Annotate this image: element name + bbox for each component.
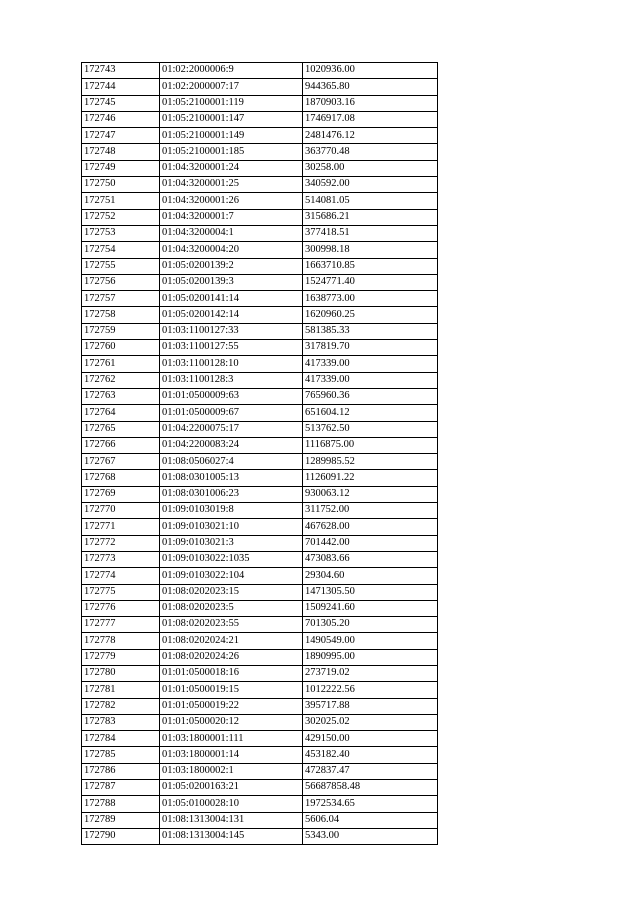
- row-id-cell: 172775: [82, 584, 160, 600]
- cadastral-number-cell: 01:03:1100128:3: [160, 372, 303, 388]
- cadastral-number-cell: 01:08:0301006:23: [160, 486, 303, 502]
- amount-cell: 1870903.16: [303, 95, 438, 111]
- amount-cell: 417339.00: [303, 372, 438, 388]
- cadastral-number-cell: 01:05:0200142:14: [160, 307, 303, 323]
- table-row: [82, 747, 438, 763]
- table-row: [82, 763, 438, 779]
- cadastral-number-cell: 01:01:0500020:12: [160, 714, 303, 730]
- amount-cell: 5343.00: [303, 828, 438, 844]
- table-body: [82, 63, 438, 845]
- row-id-cell: 172769: [82, 486, 160, 502]
- cadastral-number-cell: 01:01:0500019:15: [160, 682, 303, 698]
- amount-cell: 1509241.60: [303, 600, 438, 616]
- row-id-cell: 172782: [82, 698, 160, 714]
- amount-cell: 317819.70: [303, 340, 438, 356]
- row-id-cell: 172788: [82, 796, 160, 812]
- row-id-cell: 172767: [82, 454, 160, 470]
- table-row: [82, 307, 438, 323]
- table-row: [82, 79, 438, 95]
- amount-cell: 273719.02: [303, 665, 438, 681]
- table-row: [82, 225, 438, 241]
- amount-cell: 1490549.00: [303, 633, 438, 649]
- row-id-cell: 172768: [82, 470, 160, 486]
- table-row: [82, 665, 438, 681]
- row-id-cell: 172770: [82, 503, 160, 519]
- table-row: [82, 796, 438, 812]
- amount-cell: 29304.60: [303, 568, 438, 584]
- amount-cell: 701305.20: [303, 617, 438, 633]
- cadastral-number-cell: 01:09:0103022:104: [160, 568, 303, 584]
- table-row: [82, 421, 438, 437]
- table-row: [82, 323, 438, 339]
- cadastral-number-cell: 01:05:2100001:147: [160, 111, 303, 127]
- cadastral-number-cell: 01:01:0500018:16: [160, 665, 303, 681]
- amount-cell: 1620960.25: [303, 307, 438, 323]
- row-id-cell: 172756: [82, 274, 160, 290]
- row-id-cell: 172745: [82, 95, 160, 111]
- table-row: [82, 486, 438, 502]
- row-id-cell: 172764: [82, 405, 160, 421]
- table-row: [82, 584, 438, 600]
- row-id-cell: 172749: [82, 160, 160, 176]
- amount-cell: 1972534.65: [303, 796, 438, 812]
- table-row: [82, 291, 438, 307]
- cadastral-number-cell: 01:08:0202023:55: [160, 617, 303, 633]
- cadastral-number-cell: 01:05:0100028:10: [160, 796, 303, 812]
- row-id-cell: 172744: [82, 79, 160, 95]
- table-row: [82, 698, 438, 714]
- table-row: [82, 177, 438, 193]
- amount-cell: 363770.48: [303, 144, 438, 160]
- cadastral-number-cell: 01:04:2200083:24: [160, 437, 303, 453]
- cadastral-number-cell: 01:08:1313004:131: [160, 812, 303, 828]
- cadastral-number-cell: 01:01:0500019:22: [160, 698, 303, 714]
- amount-cell: 30258.00: [303, 160, 438, 176]
- cadastral-number-cell: 01:05:2100001:149: [160, 128, 303, 144]
- amount-cell: 944365.80: [303, 79, 438, 95]
- amount-cell: 1116875.00: [303, 437, 438, 453]
- table-row: [82, 405, 438, 421]
- row-id-cell: 172765: [82, 421, 160, 437]
- row-id-cell: 172757: [82, 291, 160, 307]
- row-id-cell: 172780: [82, 665, 160, 681]
- table-row: [82, 568, 438, 584]
- table-row: [82, 242, 438, 258]
- row-id-cell: 172747: [82, 128, 160, 144]
- table-row: [82, 356, 438, 372]
- amount-cell: 56687858.48: [303, 780, 438, 796]
- row-id-cell: 172758: [82, 307, 160, 323]
- amount-cell: 1524771.40: [303, 274, 438, 290]
- row-id-cell: 172763: [82, 388, 160, 404]
- table-row: [82, 682, 438, 698]
- row-id-cell: 172773: [82, 551, 160, 567]
- table-row: [82, 780, 438, 796]
- row-id-cell: 172754: [82, 242, 160, 258]
- table-row: [82, 340, 438, 356]
- data-table: [81, 62, 438, 845]
- cadastral-number-cell: 01:02:2000006:9: [160, 63, 303, 79]
- cadastral-number-cell: 01:08:0202023:5: [160, 600, 303, 616]
- table-row: [82, 209, 438, 225]
- amount-cell: 1890995.00: [303, 649, 438, 665]
- amount-cell: 453182.40: [303, 747, 438, 763]
- cadastral-number-cell: 01:03:1100127:33: [160, 323, 303, 339]
- table-row: [82, 128, 438, 144]
- amount-cell: 429150.00: [303, 731, 438, 747]
- row-id-cell: 172755: [82, 258, 160, 274]
- cadastral-number-cell: 01:08:0202023:15: [160, 584, 303, 600]
- table-row: [82, 828, 438, 844]
- table-row: [82, 63, 438, 79]
- table-row: [82, 111, 438, 127]
- row-id-cell: 172774: [82, 568, 160, 584]
- amount-cell: 765960.36: [303, 388, 438, 404]
- table-row: [82, 470, 438, 486]
- row-id-cell: 172771: [82, 519, 160, 535]
- row-id-cell: 172746: [82, 111, 160, 127]
- table-row: [82, 600, 438, 616]
- amount-cell: 340592.00: [303, 177, 438, 193]
- cadastral-number-cell: 01:05:0200163:21: [160, 780, 303, 796]
- amount-cell: 472837.47: [303, 763, 438, 779]
- row-id-cell: 172772: [82, 535, 160, 551]
- table-row: [82, 649, 438, 665]
- row-id-cell: 172787: [82, 780, 160, 796]
- cadastral-number-cell: 01:08:0506027:4: [160, 454, 303, 470]
- cadastral-number-cell: 01:03:1800001:111: [160, 731, 303, 747]
- row-id-cell: 172766: [82, 437, 160, 453]
- amount-cell: 1012222.56: [303, 682, 438, 698]
- cadastral-number-cell: 01:04:3200001:7: [160, 209, 303, 225]
- cadastral-number-cell: 01:03:1100128:10: [160, 356, 303, 372]
- table-row: [82, 437, 438, 453]
- cadastral-number-cell: 01:05:0200139:2: [160, 258, 303, 274]
- row-id-cell: 172789: [82, 812, 160, 828]
- cadastral-number-cell: 01:04:3200001:24: [160, 160, 303, 176]
- table-row: [82, 617, 438, 633]
- amount-cell: 1289985.52: [303, 454, 438, 470]
- cadastral-number-cell: 01:01:0500009:63: [160, 388, 303, 404]
- cadastral-number-cell: 01:08:1313004:145: [160, 828, 303, 844]
- cadastral-number-cell: 01:09:0103021:10: [160, 519, 303, 535]
- amount-cell: 701442.00: [303, 535, 438, 551]
- table-row: [82, 714, 438, 730]
- row-id-cell: 172790: [82, 828, 160, 844]
- amount-cell: 300998.18: [303, 242, 438, 258]
- cadastral-number-cell: 01:05:2100001:185: [160, 144, 303, 160]
- cadastral-number-cell: 01:04:3200004:1: [160, 225, 303, 241]
- cadastral-number-cell: 01:03:1100127:55: [160, 340, 303, 356]
- row-id-cell: 172785: [82, 747, 160, 763]
- cadastral-number-cell: 01:02:2000007:17: [160, 79, 303, 95]
- amount-cell: 5606.04: [303, 812, 438, 828]
- table-row: [82, 193, 438, 209]
- table-row: [82, 535, 438, 551]
- amount-cell: 581385.33: [303, 323, 438, 339]
- cadastral-number-cell: 01:05:0200141:14: [160, 291, 303, 307]
- row-id-cell: 172777: [82, 617, 160, 633]
- cadastral-number-cell: 01:04:3200001:25: [160, 177, 303, 193]
- row-id-cell: 172752: [82, 209, 160, 225]
- table-row: [82, 274, 438, 290]
- cadastral-number-cell: 01:03:1800001:14: [160, 747, 303, 763]
- row-id-cell: 172750: [82, 177, 160, 193]
- row-id-cell: 172779: [82, 649, 160, 665]
- cadastral-number-cell: 01:08:0202024:21: [160, 633, 303, 649]
- cadastral-number-cell: 01:09:0103021:3: [160, 535, 303, 551]
- amount-cell: 302025.02: [303, 714, 438, 730]
- amount-cell: 2481476.12: [303, 128, 438, 144]
- amount-cell: 1663710.85: [303, 258, 438, 274]
- table-row: [82, 388, 438, 404]
- amount-cell: 1746917.08: [303, 111, 438, 127]
- cadastral-number-cell: 01:08:0202024:26: [160, 649, 303, 665]
- row-id-cell: 172743: [82, 63, 160, 79]
- amount-cell: 467628.00: [303, 519, 438, 535]
- row-id-cell: 172759: [82, 323, 160, 339]
- row-id-cell: 172776: [82, 600, 160, 616]
- cadastral-number-cell: 01:09:0103019:8: [160, 503, 303, 519]
- amount-cell: 1638773.00: [303, 291, 438, 307]
- table-row: [82, 144, 438, 160]
- cadastral-number-cell: 01:04:3200001:26: [160, 193, 303, 209]
- amount-cell: 473083.66: [303, 551, 438, 567]
- cadastral-number-cell: 01:05:0200139:3: [160, 274, 303, 290]
- row-id-cell: 172751: [82, 193, 160, 209]
- table-row: [82, 372, 438, 388]
- amount-cell: 417339.00: [303, 356, 438, 372]
- table-row: [82, 160, 438, 176]
- table-row: [82, 503, 438, 519]
- row-id-cell: 172783: [82, 714, 160, 730]
- amount-cell: 651604.12: [303, 405, 438, 421]
- table-row: [82, 519, 438, 535]
- row-id-cell: 172786: [82, 763, 160, 779]
- cadastral-number-cell: 01:08:0301005:13: [160, 470, 303, 486]
- amount-cell: 315686.21: [303, 209, 438, 225]
- amount-cell: 514081.05: [303, 193, 438, 209]
- amount-cell: 395717.88: [303, 698, 438, 714]
- row-id-cell: 172762: [82, 372, 160, 388]
- amount-cell: 311752.00: [303, 503, 438, 519]
- row-id-cell: 172761: [82, 356, 160, 372]
- row-id-cell: 172760: [82, 340, 160, 356]
- table-row: [82, 731, 438, 747]
- amount-cell: 1020936.00: [303, 63, 438, 79]
- amount-cell: 377418.51: [303, 225, 438, 241]
- cadastral-number-cell: 01:04:3200004:20: [160, 242, 303, 258]
- amount-cell: 1471305.50: [303, 584, 438, 600]
- amount-cell: 513762.50: [303, 421, 438, 437]
- table-row: [82, 95, 438, 111]
- table-row: [82, 454, 438, 470]
- table-row: [82, 812, 438, 828]
- cadastral-number-cell: 01:04:2200075:17: [160, 421, 303, 437]
- amount-cell: 1126091.22: [303, 470, 438, 486]
- cadastral-number-cell: 01:09:0103022:1035: [160, 551, 303, 567]
- table-row: [82, 633, 438, 649]
- cadastral-number-cell: 01:05:2100001:119: [160, 95, 303, 111]
- row-id-cell: 172778: [82, 633, 160, 649]
- table-row: [82, 258, 438, 274]
- row-id-cell: 172784: [82, 731, 160, 747]
- amount-cell: 930063.12: [303, 486, 438, 502]
- row-id-cell: 172748: [82, 144, 160, 160]
- row-id-cell: 172753: [82, 225, 160, 241]
- cadastral-number-cell: 01:03:1800002:1: [160, 763, 303, 779]
- cadastral-number-cell: 01:01:0500009:67: [160, 405, 303, 421]
- row-id-cell: 172781: [82, 682, 160, 698]
- table-row: [82, 551, 438, 567]
